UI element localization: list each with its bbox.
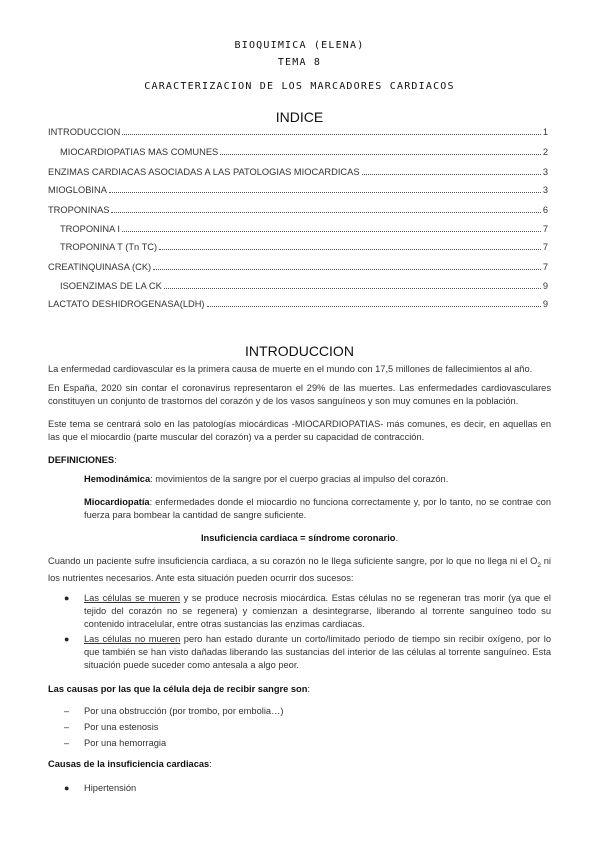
underlined-phrase: Las células no mueren [84,634,181,644]
toc-entry[interactable] [60,279,548,291]
toc-entry-title: MIOCARDIOPATIAS MAS COMUNES [60,147,219,157]
paragraph [48,555,551,585]
toc-entry[interactable] [48,203,548,215]
toc-entry-page: 3 [542,185,548,195]
list-item [64,705,551,718]
toc-entry[interactable] [60,240,548,252]
toc-entry-page: 2 [542,147,548,157]
bullet-icon: ● [64,783,70,793]
key-statement [48,532,551,545]
list-item [64,721,551,734]
definition-term: Miocardiopatía [84,497,150,507]
bullet-icon: ● [64,634,70,644]
definition-text: : enfermedades donde el miocardio no funciona correctamente y, por lo tanto, no se contrae con fuerza para bombear la cantidad de sangre suficiente. [84,497,551,520]
toc-entry-page: 1 [542,127,548,137]
definition-term: Hemodinámica [84,474,151,484]
toc-entry[interactable] [48,183,548,195]
toc-entry-title: MIOGLOBINA [48,185,107,195]
toc-entry-title: CREATINQUINASA (CK) [48,262,152,272]
list-item [64,737,551,750]
list-item-text: Hipertensión [84,783,137,793]
dash-icon: – [64,722,70,732]
toc-entry[interactable] [60,145,548,157]
definitions-label: DEFINICIONES [48,455,115,465]
toc-entry-title: TROPONINA T (Tn TC) [60,242,158,252]
paragraph-text: Cuando un paciente sufre insuficiencia cardiaca, a su corazón no le llega suficiente sangre, por lo que no llega ni el O [48,556,538,566]
toc-entry-page: 3 [542,167,548,177]
toc-entry-title: ENZIMAS CARDIACAS ASOCIADAS A LAS PATOLOGIAS MIOCARDICAS [48,167,360,177]
toc-entry-title: ISOENZIMAS DE LA CK [60,281,162,291]
definition-miocardiopatia [84,496,551,522]
dash-icon: – [64,738,70,748]
toc-entry-page: 7 [542,262,548,272]
paragraph-text: ni los nutrientes necesarios. Ante esta situación pueden ocurrir dos sucesos: [48,556,551,583]
toc-entry-title: TROPONINA I [60,224,120,234]
toc-leader [362,174,541,175]
causes-colon: : [307,684,310,694]
toc-entry-page: 9 [542,281,548,291]
toc-entry-page: 7 [542,242,548,252]
key-statement-text: Insuficiencia cardiaca = síndrome coronario [200,533,396,543]
definition-hemodinamica [84,473,551,486]
causes-insufficiency-colon: : [209,759,212,769]
section-heading: INTRODUCCION [245,343,354,359]
toc-leader [109,192,541,193]
list-item-text: Por una hemorragia [84,738,167,748]
toc-leader [164,288,541,289]
list-item-text: pero han estado durante un corto/limitado periodo de tiempo sin recibir oxígeno, por lo que también se han visto dañadas liberando las sustancias del interior de las células al torrente sanguíneo. Esta situación puede suceder como antesala a algo peor. [84,634,551,670]
toc-leader [122,231,541,232]
toc-leader [153,269,541,270]
toc-entry-title: INTRODUCCION [48,127,121,137]
underlined-phrase: Las células se mueren [84,593,181,603]
paragraph: En España, 2020 sin contar el coronavirus representaron el 29% de las muertes. Las enfermedades cardiovasculares constituyen un conjunto de trastornos del corazón y de los vasos sanguíneos y son muy comunes en la población. [48,383,551,406]
bullet-icon: ● [64,593,70,603]
key-statement-period: . [395,533,399,543]
list-item-text: Por una obstrucción (por trombo, por embolia…) [84,706,284,716]
causes-insufficiency-heading [48,758,551,771]
paragraph: Este tema se centrará solo en las patologías miocárdicas -MIOCARDIOPATIAS- más comunes, es decir, en aquellas en las que el miocardio (parte muscular del corazón) va a perder su capacidad de contracción. [48,419,551,442]
list-item [64,592,551,631]
header-topic: TEMA 8 [277,57,322,68]
toc-entry-page: 7 [542,224,548,234]
definition-text: : movimientos de la sangre por el cuerpo gracias al impulso del corazón. [150,474,449,484]
header-subject: BIOQUIMICA (ELENA) [234,40,365,51]
toc-entry[interactable] [48,125,548,137]
header-title: CARACTERIZACION DE LOS MARCADORES CARDIACOS [144,81,455,92]
toc-entry[interactable] [48,260,548,272]
toc-leader [111,212,540,213]
paragraph: La enfermedad cardiovascular es la primera causa de muerte en el mundo con 17,5 millones de fallecimientos al año. [48,364,533,374]
toc-entry[interactable] [48,165,548,177]
toc-leader [220,154,541,155]
toc-entry[interactable] [60,222,548,234]
dash-icon: – [64,706,70,716]
toc-entry-page: 9 [542,299,548,309]
toc-entry-title: LACTATO DESHIDROGENASA(LDH) [48,299,205,309]
toc-entry[interactable] [48,297,548,309]
toc-entry-page: 6 [542,205,548,215]
definitions-colon: : [114,455,117,465]
index-title: INDICE [275,109,324,125]
list-item [64,633,551,672]
list-item [64,782,551,795]
toc-leader [122,134,541,135]
oxygen-subscript: 2 [537,561,541,569]
toc-leader [159,249,541,250]
causes-insufficiency-title: Causas de la insuficiencia cardiacas [48,759,210,769]
causes-title: Las causas por las que la célula deja de recibir sangre son [48,684,308,694]
causes-heading [48,683,551,696]
toc-entry-title: TROPONINAS [48,205,110,215]
definitions-heading [48,454,551,467]
toc-leader [207,306,541,307]
list-item-text: Por una estenosis [84,722,159,732]
list-item-text: y se produce necrosis miocárdica. Estas células no se regeneran tras morir (ya que el tejido del corazón no se regenera) y comienzan a desintegrarse, liberando al torrente sanguíneo todo su contenido intracelular, entre otras sustancias las enzimas cardiacas. [84,593,551,629]
